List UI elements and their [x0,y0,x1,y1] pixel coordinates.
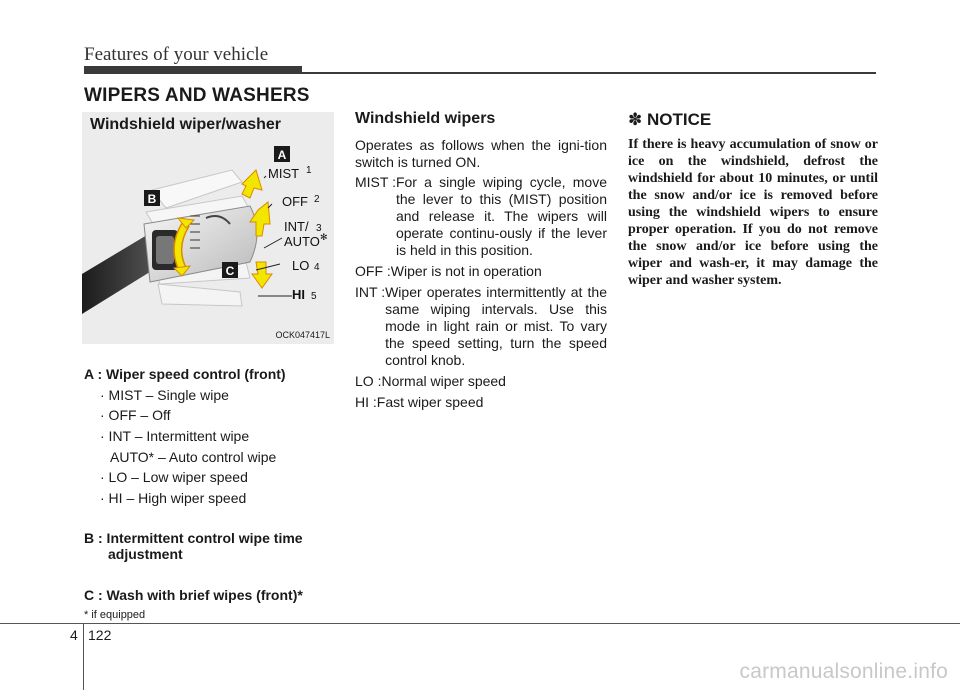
page-number: 122 [88,627,112,643]
figure-title: Windshield wiper/washer [90,116,282,133]
num-5: 5 [311,291,317,302]
label-mist: MIST [268,166,300,181]
windshield-wipers-intro: Operates as follows when the igni-tion switch is turned ON. [355,137,607,170]
def-desc: For a single wiping cycle, move the lever to this (MIST) position and release it. The wipers will operate continu-ously if the lever is held in this position. [395,174,607,258]
def-desc: Normal wiper speed [381,373,506,389]
label-off: OFF [282,194,308,209]
section-title: WIPERS AND WASHERS [84,85,310,106]
legend-b-heading: B : Intermittent control wipe time [84,530,303,546]
label-int: INT/ [284,219,309,234]
def-desc: Wiper operates intermittently at the same wiping intervals. Use this mode in light rain or mist. To vary the speed setting, turn the speed control knob. [385,284,607,368]
notice-title: ✽ NOTICE [628,110,712,129]
notice-text: If there is heavy accumulation of snow or ice on the windshield, defrost the windshield for about 10 minutes, or until the snow and/or ice is removed before using the windshield wipers to ensure proper operation. If you do not remove the snow and/or ice before using the wiper and wash-er, it may damage the wiper and washer system. [628,137,878,288]
header-title: Features of your vehicle [84,44,269,65]
num-1: 1 [306,165,312,176]
def-term: OFF : [355,263,391,279]
legend-a-item: · MIST – Single wipe [100,387,229,403]
legend-a-item: · OFF – Off [100,407,171,423]
windshield-wipers-section [355,110,607,415]
legend-a-item: · LO – Low wiper speed [100,469,248,485]
notice-section [628,110,878,289]
wiper-lever-figure [82,112,334,344]
def-mist [355,174,607,259]
callout-a: A [277,148,287,162]
def-term: LO : [355,373,382,389]
legend-b-heading-cont: adjustment [108,546,183,562]
def-desc: Fast wiper speed [376,394,484,410]
watermark: carmanualsonline.info [739,660,948,683]
legend-a-item: AUTO* – Auto control wipe [110,449,277,465]
num-2: 2 [314,194,320,205]
legend-a-item: · HI – High wiper speed [100,490,247,506]
auto-star: ✻ [320,232,328,242]
def-int [355,284,607,369]
label-auto: AUTO [284,234,320,249]
num-3: 3 [316,223,322,234]
footer-vertical-rule [83,623,84,690]
label-lo: LO [292,258,310,273]
footnote: * if equipped [84,609,146,621]
legend-c-heading: C : Wash with brief wipes (front)* [84,587,303,603]
label-hi: HI [292,287,305,302]
figure-code: OCK047417L [275,330,330,340]
def-hi [355,394,607,411]
callout-b: B [147,192,157,206]
legend-a-heading: A : Wiper speed control (front) [84,366,286,382]
def-term: INT : [355,284,386,300]
legend-a-item: · INT – Intermittent wipe [100,428,250,444]
callout-c: C [225,264,235,278]
def-term: HI : [355,394,377,410]
def-desc: Wiper is not in operation [390,263,542,279]
footer-rule [0,623,960,624]
windshield-wipers-title: Windshield wipers [355,110,496,127]
def-lo [355,373,607,390]
chapter-number: 4 [70,627,78,643]
num-4: 4 [314,262,320,273]
def-off [355,263,607,280]
header-rule [84,72,876,74]
def-term: MIST : [355,174,396,190]
wiper-lever-illustration [82,112,334,344]
